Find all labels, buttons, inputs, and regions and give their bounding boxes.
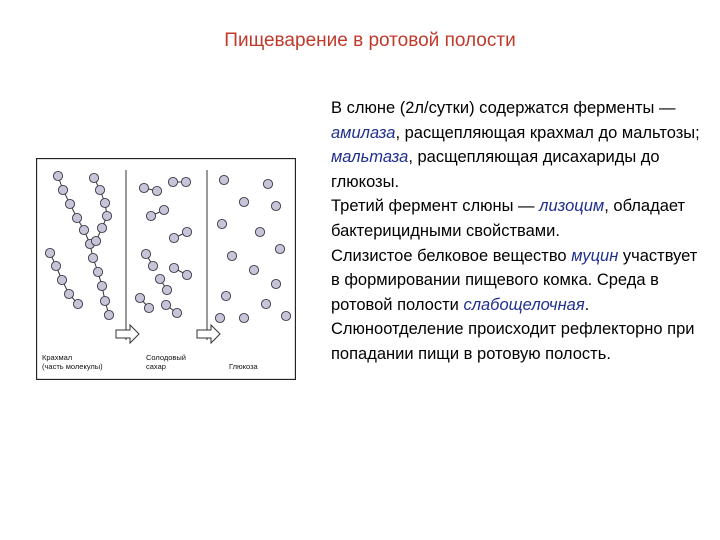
starch-molecule <box>73 299 82 308</box>
maltose-molecule <box>135 293 144 302</box>
starch-molecule <box>102 211 111 220</box>
starch-molecule <box>45 248 54 257</box>
glucose-molecule <box>215 313 224 322</box>
starch-molecule <box>53 171 62 180</box>
starch-molecule <box>51 261 60 270</box>
glucose-molecule <box>221 291 230 300</box>
starch-molecule <box>100 296 109 305</box>
term-alkaline: слабощелочная <box>463 295 585 314</box>
maltose-molecule <box>182 270 191 279</box>
glucose-molecule <box>239 197 248 206</box>
glucose-molecule <box>263 179 272 188</box>
maltose-molecule <box>161 300 170 309</box>
maltose-molecule <box>155 274 164 283</box>
starch-molecule <box>79 225 88 234</box>
body-text <box>331 96 706 367</box>
label-starch-sub: (часть молекулы) <box>42 362 103 371</box>
diagram-svg <box>36 158 296 380</box>
starch-molecule <box>57 275 66 284</box>
term-maltase: мальтаза <box>331 148 409 167</box>
maltose-molecule <box>148 261 157 270</box>
label-glucose: Глюкоза <box>229 362 258 371</box>
starch-molecule <box>89 173 98 182</box>
glucose-molecule <box>217 219 226 228</box>
maltose-molecule <box>169 263 178 272</box>
starch-molecule <box>72 213 81 222</box>
maltose-molecule <box>169 233 178 242</box>
maltose-molecule <box>141 249 150 258</box>
label-maltose: Солодовый <box>146 353 187 362</box>
maltose-molecule <box>181 177 190 186</box>
glucose-molecule <box>219 175 228 184</box>
starch-molecule <box>64 289 73 298</box>
starch-molecule <box>58 185 67 194</box>
glucose-molecule <box>275 244 284 253</box>
glucose-molecule <box>271 279 280 288</box>
paragraph-enzymes: В слюне (2л/сутки) содержатся ферменты — амилаза, расщепляющая крахмал до мальтозы; мальтаза, расщепляющая дисахариды до глюкозы. <box>331 99 700 191</box>
starch-molecule <box>93 267 102 276</box>
starch-molecule <box>95 185 104 194</box>
starch-molecule <box>88 253 97 262</box>
label-starch: Крахмал <box>42 353 73 362</box>
digestion-diagram <box>36 158 296 380</box>
starch-molecule <box>104 310 113 319</box>
starch-molecule <box>100 198 109 207</box>
term-mucin: муцин <box>571 246 619 265</box>
starch-molecule <box>91 236 100 245</box>
paragraph-lysozyme: Третий фермент слюны — лизоцим, обладает бактерицидными свойствами. <box>331 197 686 240</box>
glucose-molecule <box>271 201 280 210</box>
glucose-molecule <box>255 227 264 236</box>
maltose-molecule <box>144 303 153 312</box>
paragraph-salivation: Слюноотделение происходит рефлекторно при попадании пищи в ротовую полость. <box>331 320 695 363</box>
starch-molecule <box>97 281 106 290</box>
glucose-molecule <box>281 311 290 320</box>
starch-molecule <box>97 223 106 232</box>
glucose-molecule <box>239 313 248 322</box>
maltose-molecule <box>146 211 155 220</box>
term-lysozyme: лизоцим <box>539 197 605 216</box>
glucose-molecule <box>261 299 270 308</box>
maltose-molecule <box>182 227 191 236</box>
maltose-molecule <box>162 285 171 294</box>
label-maltose-sub: сахар <box>146 362 166 371</box>
page-title: Пищеварение в ротовой полости <box>224 30 516 51</box>
maltose-molecule <box>139 183 148 192</box>
maltose-molecule <box>152 186 161 195</box>
glucose-molecule <box>249 265 258 274</box>
term-amylase: амилаза <box>331 123 396 142</box>
maltose-molecule <box>172 308 181 317</box>
paragraph-mucin: Слизистое белковое вещество муцин участвует в формировании пищевого комка. Среда в ротовой полости слабощелочная. <box>331 246 698 314</box>
glucose-molecule <box>227 251 236 260</box>
starch-molecule <box>65 199 74 208</box>
maltose-molecule <box>159 205 168 214</box>
maltose-molecule <box>168 177 177 186</box>
